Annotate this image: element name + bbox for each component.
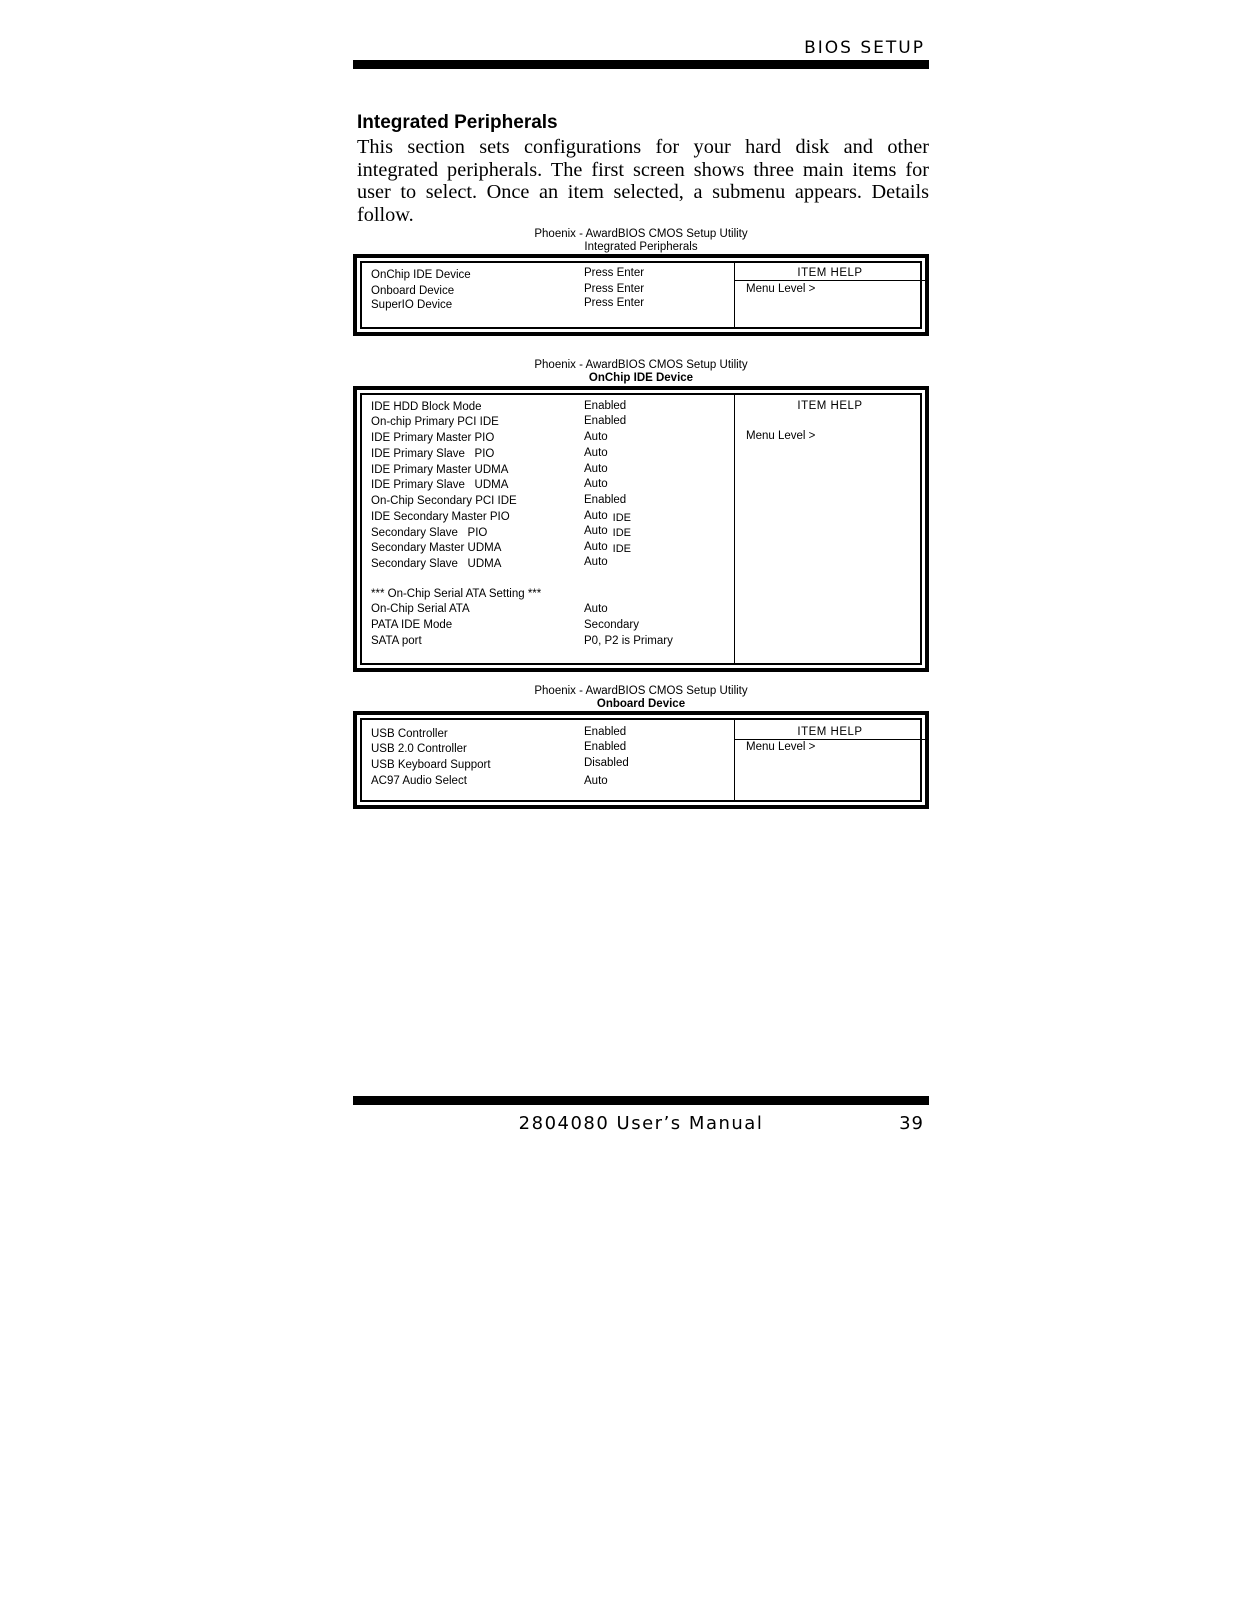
menu-value: Press Enter [584,283,645,295]
menu-value: Press Enter [584,267,645,279]
bios-screen-onchip-ide-device [353,386,929,672]
setting-value: Auto [584,478,608,490]
footer-manual-title: 2804080 User’s Manual [518,1113,764,1134]
caption-title: Phoenix - AwardBIOS CMOS Setup Utility [534,685,748,697]
header-rule [353,60,929,69]
setting-value-text: Auto [584,510,608,522]
setting-label: On-chip Primary PCI IDE [371,416,499,428]
caption-title: Phoenix - AwardBIOS CMOS Setup Utility [534,359,748,371]
menu-item-onboard-device: Onboard Device [371,285,455,297]
setting-label: IDE Primary Master UDMA [371,464,509,476]
running-header: BIOS SETUP [804,38,925,58]
page-number: 39 [899,1113,924,1134]
setting-value-tag: IDE [612,527,632,539]
item-help-title: ITEM HELP [735,725,925,740]
setting-label: USB 2.0 Controller [371,743,467,755]
item-help-title: ITEM HELP [735,266,925,281]
setting-label: IDE Secondary Master PIO [371,511,510,523]
caption-subtitle: Integrated Peripherals [584,241,698,253]
item-help-text: Menu Level > [746,741,816,753]
screen-caption [353,228,929,254]
setting-value: Auto [584,603,608,615]
setting-value: P0, P2 is Primary [584,635,673,647]
caption-title: Phoenix - AwardBIOS CMOS Setup Utility [534,228,748,240]
setting-value: Auto [584,775,608,787]
setting-label: On-Chip Serial ATA [371,603,470,615]
setting-label: AC97 Audio Select [371,775,467,787]
item-help-title: ITEM HELP [797,400,863,412]
setting-label: Secondary Master UDMA [371,542,502,554]
setting-value: Auto [584,556,608,568]
caption-subtitle: OnChip IDE Device [588,372,694,384]
screen-caption [353,359,929,385]
bios-screen-onboard-device [353,711,929,809]
menu-item-onchip-ide-device: OnChip IDE Device [371,269,471,281]
setting-label: IDE HDD Block Mode [371,401,482,413]
item-help-panel [734,263,925,327]
item-help-panel [734,395,925,663]
setting-label: IDE Primary Slave UDMA [371,479,509,491]
setting-value: Enabled [584,741,627,753]
item-help-text: Menu Level > [746,283,816,295]
item-help-panel [734,720,925,800]
footer-rule [353,1096,929,1105]
setting-value [584,524,631,538]
setting-label: On-Chip Secondary PCI IDE [371,495,517,507]
setting-value: Enabled [584,494,627,506]
intro-paragraph: This section sets configurations for your hard disk and other integrated peripherals. The first screen shows three main items for user to select. Once an item selected, a submenu appears. Details follow. [357,136,929,226]
setting-group-heading: *** On-Chip Serial ATA Setting *** [371,588,542,600]
bios-screen-frame [360,261,922,329]
setting-value: Disabled [584,757,629,769]
setting-value-text: Auto [584,541,608,553]
bios-screen-frame [360,718,922,802]
setting-label: USB Controller [371,728,448,740]
item-help-text: Menu Level > [746,430,816,442]
setting-value: Enabled [584,415,627,427]
screen-caption [353,685,929,711]
setting-value [584,540,631,554]
setting-value: Auto [584,447,608,459]
bios-screen-integrated-peripherals [353,254,929,336]
setting-value [584,509,631,523]
setting-value: Auto [584,431,608,443]
section-heading: Integrated Peripherals [357,112,558,133]
setting-value: Enabled [584,400,627,412]
setting-value: Enabled [584,726,627,738]
menu-value: Press Enter [584,297,645,309]
bios-screen-frame [360,393,922,665]
setting-label: SATA port [371,635,422,647]
setting-label: Secondary Slave UDMA [371,558,502,570]
setting-value: Auto [584,463,608,475]
setting-label: IDE Primary Master PIO [371,432,495,444]
setting-value-tag: IDE [612,512,632,524]
setting-label: Secondary Slave PIO [371,527,488,539]
setting-label: USB Keyboard Support [371,759,491,771]
setting-value-tag: IDE [612,543,632,555]
setting-value: Secondary [584,619,639,631]
setting-label: IDE Primary Slave PIO [371,448,495,460]
caption-subtitle: Onboard Device [596,698,686,710]
menu-item-superio-device: SuperIO Device [371,299,453,311]
setting-value-text: Auto [584,525,608,537]
setting-label: PATA IDE Mode [371,619,453,631]
